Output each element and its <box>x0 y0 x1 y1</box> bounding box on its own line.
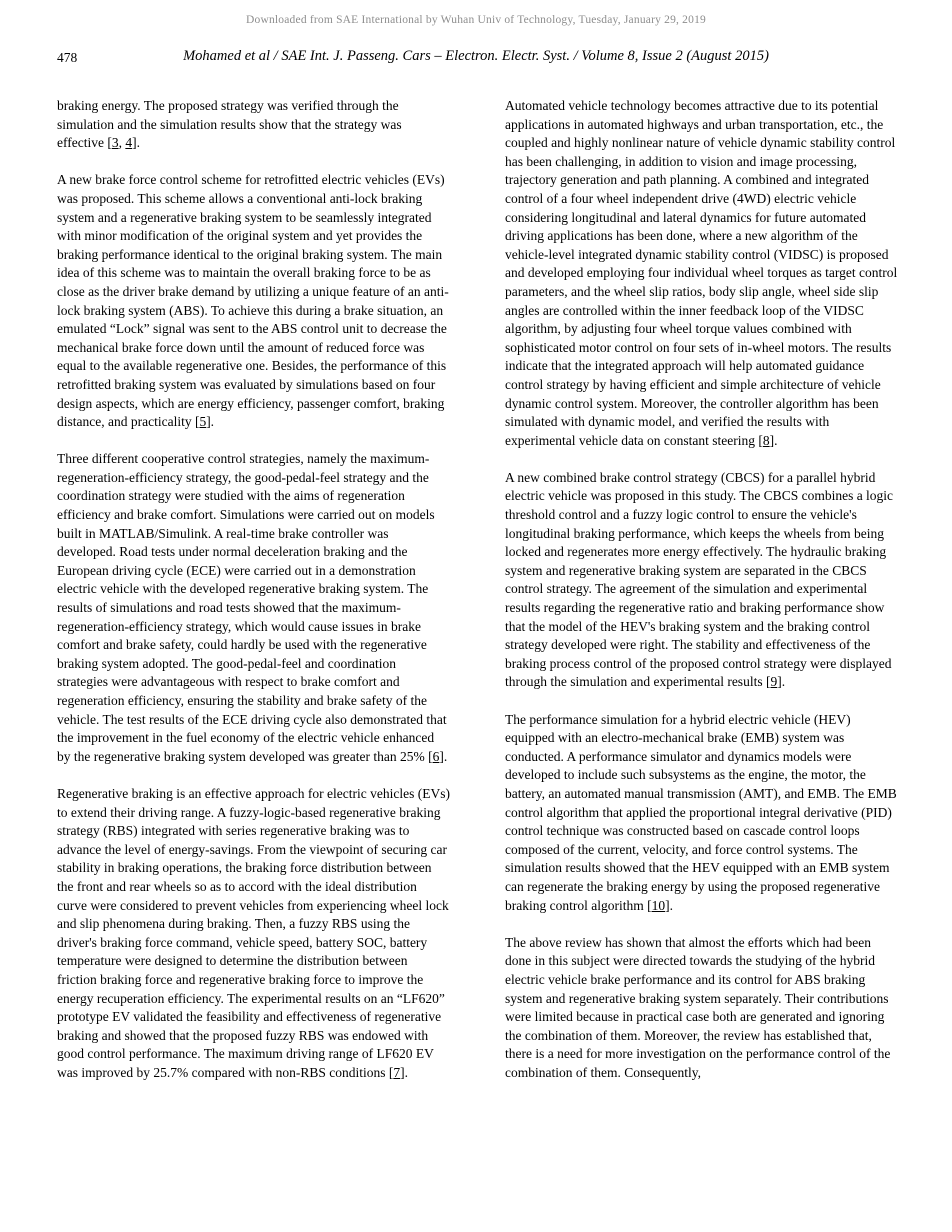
citation-link[interactable]: 8 <box>762 432 770 448</box>
right-column <box>505 97 898 1101</box>
citation-link[interactable]: 9 <box>770 674 778 690</box>
paragraph: The performance simulation for a hybrid electric vehicle (HEV) equipped with an electro-mechanical brake (EMB) system was conducted. A performance simulator and dynamics models were developed to include such subsystems as the engine, the motor, the battery, an automated manual transmission (AMT), and EMB. The EMB control algorithm that applied the proportional integral derivative (PID) control technique was constructed based on cascade control loops composed of the current, velocity, and force control systems. The simulation results showed that the HEV equipped with an EMB system can regenerate the braking energy by using the proposed regenerative braking control algorithm [10]. <box>505 711 897 913</box>
paragraph: A new brake force control scheme for retrofitted electric vehicles (EVs) was proposed. This scheme allows a conventional anti-lock braking system and a regenerative braking system to be seamlessly integrated with minor modification of the original system and yet provides the braking performance identical to the original braking system. The main idea of this scheme was to maintain the overall braking force to be as close as the driver brake demand by utilizing a unique feature of an anti-lock braking system (ABS). To achieve this during a brake situation, an emulated “Lock” signal was sent to the ABS control unit to decrease the mechanical brake force down until the amount of reduced force was equal to the available regenerative one. Besides, the performance of this retrofitted braking system was evaluated by simulations based on four design aspects, which are energy efficiency, passenger comfort, braking distance, and practicality [5]. <box>57 172 449 430</box>
citation-link[interactable]: 6 <box>432 748 440 764</box>
running-head <box>0 48 952 68</box>
page-number: 478 <box>57 50 78 65</box>
paragraph: braking energy. The proposed strategy was verified through the simulation and the simulation results show that the strategy was effective [3, 4]. <box>57 98 402 151</box>
citation-link[interactable]: 10 <box>651 897 666 913</box>
citation-link[interactable]: 3 <box>111 135 119 151</box>
paragraph: Automated vehicle technology becomes attractive due to its potential applications in automated highways and urban transportation, etc., the coupled and highly nonlinear nature of vehicle dynamic stability control has been challenging, in addition to vision and image processing, trajectory generation and path planning. A combined and integrated control of a four wheel independent drive (4WD) electric vehicle considering longitudinal and lateral dynamics for future automated driving applications has been done, where a new algorithm of the vehicle-level integrated dynamic stability control (VIDSC) is proposed and developed employing four individual wheel torques as target control parameters, and the wheel slip ratios, body slip angle, wheel side slip angles are controlled within the inner feedback loop of the VIDSC algorithm, by adjusting four wheel torque values combined with sophisticated motor control on four sets of in-wheel motors. The results indicate that the integrated approach will help automated guidance control strategy by having efficient and simple architecture of vehicle dynamic control system. Moreover, the controller algorithm has been simulated with dynamic model, and verified the results with experimental vehicle data on constant steering [8]. <box>505 98 898 448</box>
left-column <box>57 97 450 1101</box>
paragraph: A new combined brake control strategy (CBCS) for a parallel hybrid electric vehicle was proposed in this study. The CBCS combines a logic threshold control and a fuzzy logic control to ensure the vehicle's longitudinal braking performance, which keeps the wheels from being locked and regenerates more energy effectively. The hydraulic braking system and regenerative braking system are separated in the CBCS control strategy. The agreement of the simulation and experimental results regarding the regenerative ratio and braking performance show that the model of the HEV's braking system and the braking control strategy developed were right. The stability and effectiveness of the braking process control of the proposed control strategy were displayed through the simulation and experimental results [9]. <box>505 469 894 690</box>
paragraph: The above review has shown that almost the efforts which had been done in this subject were directed towards the studying of the hybrid electric vehicle brake performance and its control for ABS braking system and regenerative braking system separately. Their contributions were limited because in practical case both are generated and ignoring the combination of them. Moreover, the review has established that, there is a need for more investigation on the performance control of the combination of them. Consequently, <box>505 934 891 1080</box>
two-column-body <box>57 97 898 1101</box>
citation-link[interactable]: 7 <box>393 1064 401 1080</box>
paragraph: Regenerative braking is an effective approach for electric vehicles (EVs) to extend their driving range. A fuzzy-logic-based regenerative braking strategy (RBS) integrated with series regenerative braking was to advance the level of energy-savings. From the viewpoint of securing car stability in braking operations, the braking force distribution between the front and rear wheels so as to accord with the ideal distribution curve were considered to prevent vehicles from experiencing wheel lock and slip phenomena during braking. Then, a fuzzy RBS using the driver's braking force command, vehicle speed, battery SOC, battery temperature were designed to determine the distribution between friction braking force and regenerative braking force to improve the energy recuperation efficiency. The experimental results on an “LF620” prototype EV validated the feasibility and effectiveness of regenerative braking and showed that the proposed fuzzy RBS was endowed with good control performance. The maximum driving range of LF620 EV was improved by 25.7% compared with non-RBS conditions [7]. <box>57 785 450 1080</box>
citation-link[interactable]: 5 <box>199 414 207 430</box>
citation-link[interactable]: 4 <box>125 135 133 151</box>
paragraph: Three different cooperative control strategies, namely the maximum-regeneration-efficiency strategy, the good-pedal-feel strategy and the coordination strategy were studied with the aims of regeneration efficiency and brake comfort. Simulations were carried out on models built in MATLAB/Simulink. A real-time brake controller was developed. Road tests under normal deceleration braking and the European driving cycle (ECE) were carried out in a demonstration electric vehicle with the developed regenerative braking system. The results of simulations and road tests showed that the maximum-regeneration-efficiency strategy, which would cause issues in brake comfort and brake safety, could hardly be used with the regenerative braking system adopted. The good-pedal-feel and coordination strategies were advantageous with respect to brake comfort and regeneration efficiency, ensuring the stability and brake safety of the vehicle. The test results of the ECE driving cycle also demonstrated that the improvement in the fuel economy of the electric vehicle enhanced by the regenerative braking system developed was greater than 25% [6]. <box>57 451 448 764</box>
running-title: Mohamed et al / SAE Int. J. Passeng. Cars – Electron. Electr. Syst. / Volume 8, Issue 2 (August 2015) <box>183 48 769 64</box>
download-notice: Downloaded from SAE International by Wuhan Univ of Technology, Tuesday, January 29, 2019 <box>246 14 706 26</box>
